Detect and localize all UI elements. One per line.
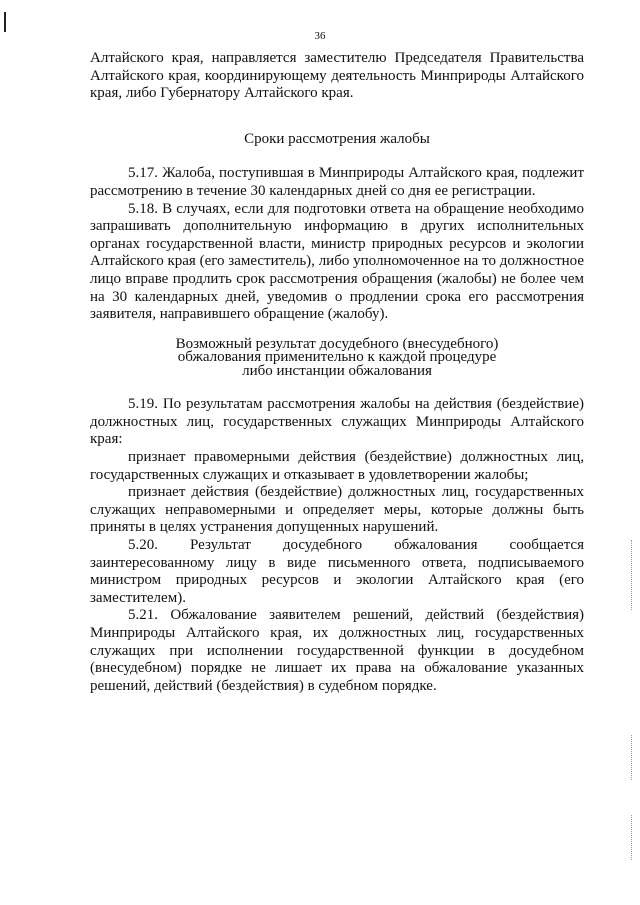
result-heading-line: либо инстанции обжалования: [242, 362, 432, 379]
document-body: [90, 50, 584, 695]
paragraph-5-19-option-b: признает действия (бездействие) должностных лиц, государственных служащих неправомерными и определяет меры, которые должны быть приняты в целях устранения допущенных нарушений.: [90, 484, 584, 536]
result-heading-line: обжалования применительно к каждой процедуре: [177, 349, 497, 366]
page-number: 36: [314, 30, 326, 42]
intro-paragraph: Алтайского края, направляется заместителю Председателя Правительства Алтайского края, координирующему деятельность Минприроды Алтайского края, либо Губернатору Алтайского края.: [90, 50, 584, 102]
paragraph-5-17: 5.17. Жалоба, поступившая в Минприроды Алтайского края, подлежит рассмотрению в течение 30 календарных дней со дня ее регистрации.: [90, 165, 584, 199]
scan-edge-noise: [630, 815, 632, 860]
result-heading-line: Возможный результат досудебного (внесудебного): [175, 335, 499, 352]
section-heading: Сроки рассмотрения жалобы: [244, 130, 430, 147]
paragraph-5-19: 5.19. По результатам рассмотрения жалобы на действия (бездействие) должностных лиц, государственных служащих Минприроды Алтайского края:: [90, 396, 584, 448]
scan-edge-noise: [630, 735, 632, 780]
result-heading: [90, 335, 584, 379]
paragraph-5-20: 5.20. Результат досудебного обжалования сообщается заинтересованному лицу в виде письменного ответа, подписываемого министром природных ресурсов и экологии Алтайского края (его заместителем).: [90, 536, 584, 606]
paragraph-5-18: 5.18. В случаях, если для подготовки ответа на обращение необходимо запрашивать дополнительную информацию в других исполнительных органах государственной власти, министр природных ресурсов и экологии Алтайского края (его заместитель), либо уполномоченное на то должностное лицо вправе продлить срок рассмотрения обращения (жалобы) не более чем на 30 календарных дней, уведомив о продлении срока его рассмотрения заявителя, направившего обращение (жалобу).: [90, 200, 584, 323]
scan-edge-mark: [4, 12, 6, 32]
paragraph-5-21: 5.21. Обжалование заявителем решений, действий (бездействия) Минприроды Алтайского края, их должностных лиц, государственных служащих при исполнении государственной функции в досудебном (внесудебном) порядке не лишает их права на обжалование указанных решений, действий (бездействия) в судебном порядке.: [90, 607, 584, 694]
paragraph-5-19-option-a: признает правомерными действия (бездействие) должностных лиц, государственных служащих и отказывает в удовлетворении жалобы;: [90, 449, 584, 483]
scan-edge-noise: [630, 540, 632, 610]
